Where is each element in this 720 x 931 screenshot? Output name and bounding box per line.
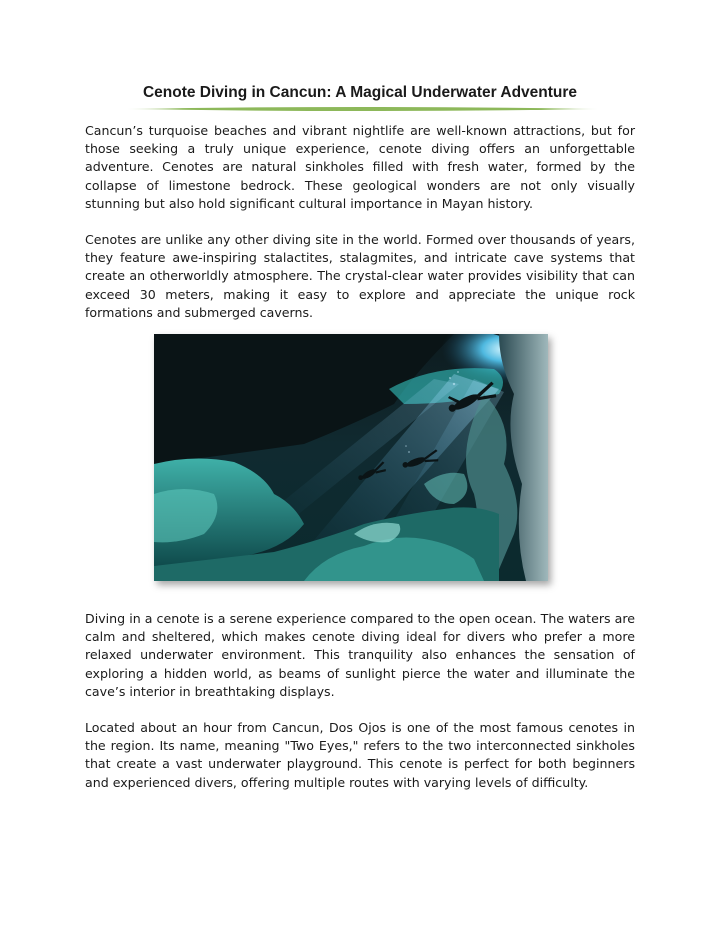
cenote-photo-illustration: [154, 334, 548, 581]
title-underline-decoration: [126, 106, 598, 112]
paragraph-intro: Cancun’s turquoise beaches and vibrant nightlife are well-known attractions, but for those seeking a truly unique experience, cenote diving offers an unforgettable adventure. Cenotes are natural sinkholes filled with fresh water, formed by the collapse of limestone bedrock. These geological wonders are not only visually stunning but also hold significant cultural importance in Mayan history.: [85, 123, 635, 211]
paragraph-dos-ojos: Located about an hour from Cancun, Dos Ojos is one of the most famous cenotes in the region. Its name, meaning "Two Eyes," refers to the two interconnected sinkholes that create a vast underwater playground. This cenote is perfect for both beginners and experienced divers, offering multiple routes with varying levels of difficulty.: [85, 720, 635, 790]
paragraph-serene-experience: Diving in a cenote is a serene experience compared to the open ocean. The waters are calm and sheltered, which makes cenote diving ideal for divers who prefer a more relaxed underwater environment. This tranquility also enhances the sensation of exploring a hidden world, as beams of sunlight pierce the water and illuminate the cave’s interior in breathtaking displays.: [85, 611, 635, 699]
page-title: Cenote Diving in Cancun: A Magical Underwater Adventure: [142, 84, 578, 101]
paragraph-cenote-features: Cenotes are unlike any other diving site in the world. Formed over thousands of years, they feature awe-inspiring stalactites, stalagmites, and intricate cave systems that create an otherworldly atmosphere. The crystal-clear water provides visibility that can exceed 30 meters, making it easy to explore and appreciate the unique rock formations and submerged caverns.: [85, 232, 635, 320]
cenote-diving-photo: [154, 334, 548, 581]
